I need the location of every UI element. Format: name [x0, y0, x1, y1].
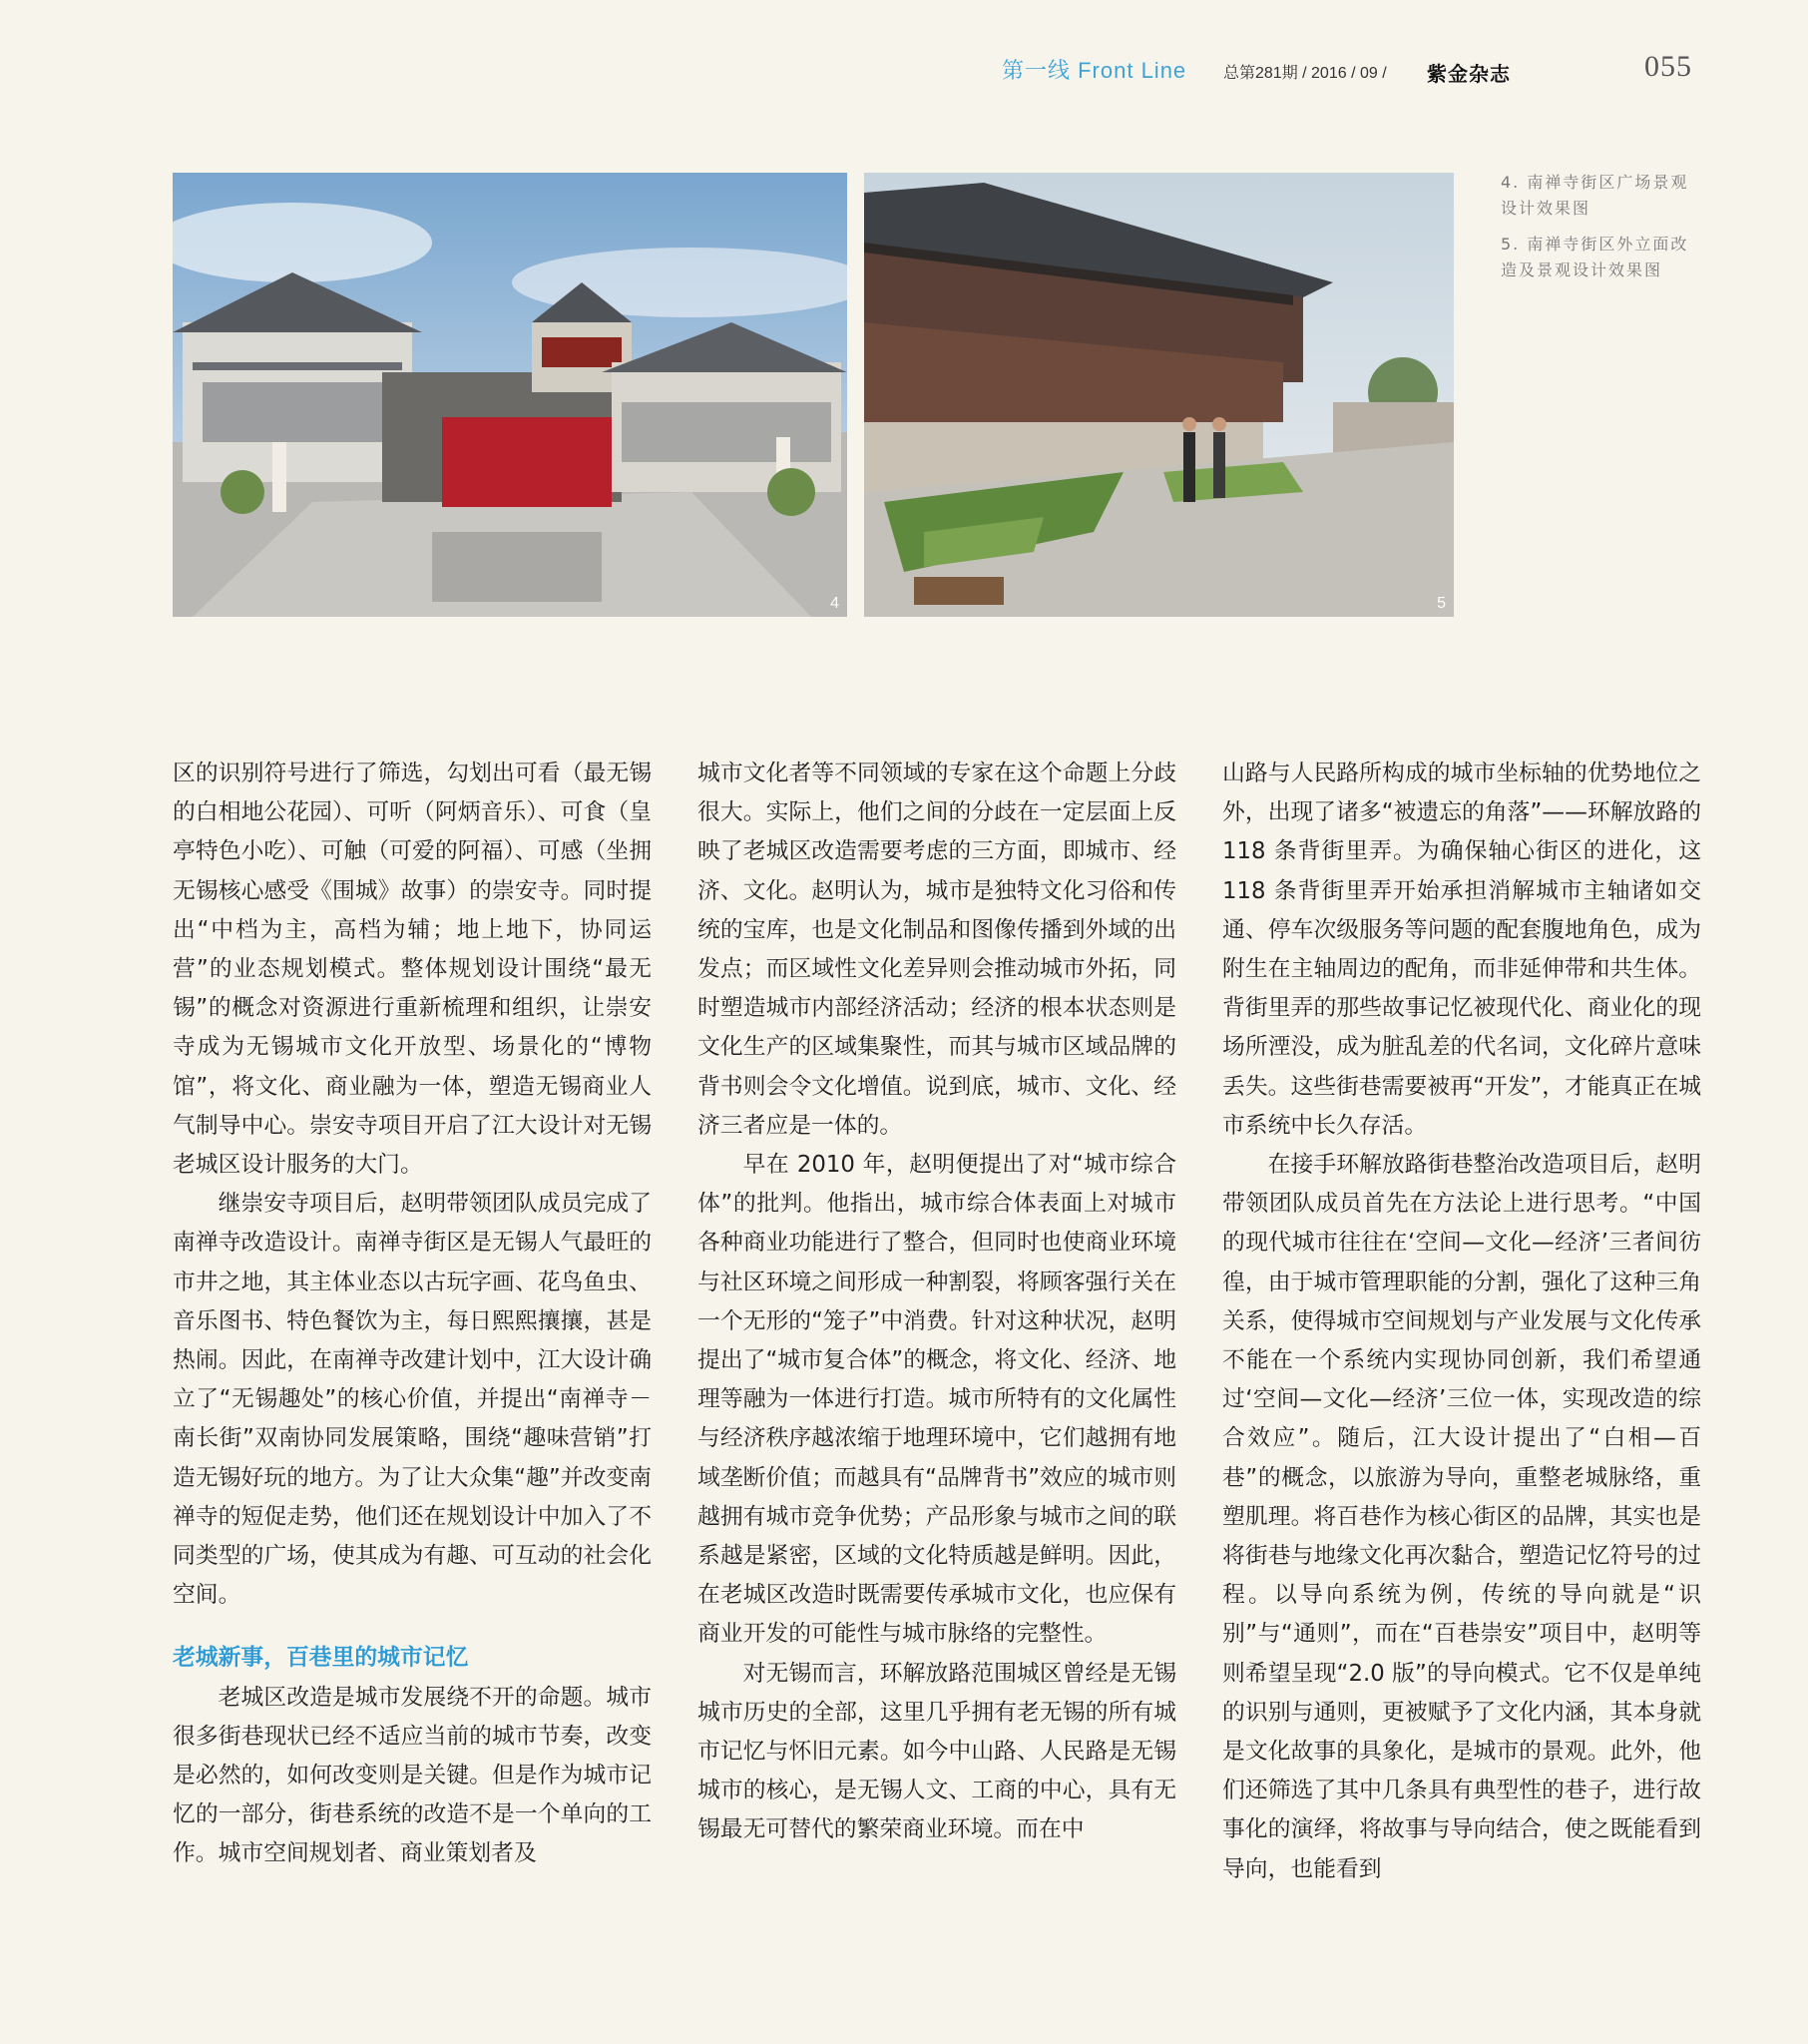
paragraph: 老城区改造是城市发展绕不开的命题。城市很多街巷现状已经不适应当前的城市节奏，改变是必然的，如何改变则是关键。但是作为城市记忆的一部分，街巷系统的改造不是一个单向的工作。城市空间规划者、商业策划者及	[173, 1684, 652, 1867]
magazine-logo: 紫金杂志	[1427, 62, 1511, 86]
section-label: 第一线 Front Line	[1002, 58, 1187, 83]
figure-4-number: 4	[830, 595, 839, 612]
figure-5-street-rendering	[864, 173, 1454, 617]
paragraph: 早在 2010 年，赵明便提出了对“城市综合体”的批判。他指出，城市综合体表面上对城市各种商业功能进行了整合，但同时也使商业环境与社区环境之间形成一种割裂，将顾客强行关在一个无形的“笼子”中消费。针对这种状况，赵明提出了“城市复合体”的概念，将文化、经济、地理等融为一体进行打造。城市所特有的文化属性与经济秩序越浓缩于地理环境中，它们越拥有地域垄断价值；而越具有“品牌背书”效应的城市则越拥有城市竞争优势；产品形象与城市之间的联系越是紧密，区域的文化特质越是鲜明。因此，在老城区改造时既需要传承城市文化，也应保有商业开发的可能性与城市脉络的完整性。	[697, 1152, 1176, 1648]
figure-captions	[1501, 170, 1700, 293]
paragraph: 继崇安寺项目后，赵明带领团队成员完成了南禅寺改造设计。南禅寺街区是无锡人气最旺的市井之地，其主体业态以古玩字画、花鸟鱼虫、音乐图书、特色餐饮为主，每日熙熙攘攘，甚是热闹。因此，在南禅寺改建计划中，江大设计确立了“无锡趣处”的核心价值，并提出“南禅寺－南长街”双南协同发展策略，围绕“趣味营销”打造无锡好玩的地方。为了让大众集“趣”并改变南禅寺的短促走势，他们还在规划设计中加入了不同类型的广场，使其成为有趣、可互动的社会化空间。	[173, 1191, 652, 1609]
page-header	[0, 50, 1808, 90]
page-number: 055	[1644, 50, 1692, 83]
figure-5-number: 5	[1437, 595, 1446, 612]
text-column-2	[697, 755, 1176, 1850]
paragraph: 对无锡而言，环解放路范围城区曾经是无锡城市历史的全部，这里几乎拥有老无锡的所有城市记忆与怀旧元素。如今中山路、人民路是无锡城市的核心，是无锡人文、工商的中心，具有无锡最无可替代的繁荣商业环境。而在中	[697, 1660, 1176, 1843]
figure-4-plaza-rendering	[173, 173, 847, 617]
text-column-3	[1222, 755, 1701, 1889]
paragraph: 在接手环解放路街巷整治改造项目后，赵明带领团队成员首先在方法论上进行思考。“中国的现代城市往往在‘空间—文化—经济’三者间彷徨，由于城市管理职能的分割，强化了这种三角关系，使得城市空间规划与产业发展与文化传承不能在一个系统内实现协同创新，我们希望通过‘空间—文化—经济’三位一体，实现改造的综合效应”。随后，江大设计提出了“白相—百巷”的概念，以旅游为导向，重整老城脉络，重塑肌理。将百巷作为核心街区的品牌，其实也是将街巷与地缘文化再次黏合，塑造记忆符号的过程。以导向系统为例，传统的导向就是“识别”与“通则”，而在“百巷崇安”项目中，赵明等则希望呈现“2.0 版”的导向模式。它不仅是单纯的识别与通则，更被赋予了文化内涵，其本身就是文化故事的具象化，是城市的景观。此外，他们还筛选了其中几条具有典型性的巷子，进行故事化的演绎，将故事与导向结合，使之既能看到导向，也能看到	[1222, 1152, 1701, 1882]
section-heading: 老城新事，百巷里的城市记忆	[173, 1645, 469, 1672]
text-column-1	[173, 755, 652, 1874]
street-rendering-image	[864, 173, 1454, 617]
plaza-rendering-image	[173, 173, 847, 617]
issue-info: 总第281期 / 2016 / 09 /	[1223, 65, 1387, 82]
figure-5-caption: 5. 南禅寺街区外立面改造及景观设计效果图	[1501, 235, 1689, 279]
paragraph: 区的识别符号进行了筛选，勾划出可看（最无锡的白相地公花园）、可听（阿炳音乐）、可食（皇亭特色小吃）、可触（可爱的阿福）、可感（坐拥无锡核心感受《围城》故事）的崇安寺。同时提出“中档为主，高档为辅；地上地下，协同运营”的业态规划模式。整体规划设计围绕“最无锡”的概念对资源进行重新梳理和组织，让崇安寺成为无锡城市文化开放型、场景化的“博物馆”，将文化、商业融为一体，塑造无锡商业人气制导中心。崇安寺项目开启了江大设计对无锡老城区设计服务的大门。	[173, 761, 652, 1179]
paragraph: 山路与人民路所构成的城市坐标轴的优势地位之外，出现了诸多“被遗忘的角落”——环解放路的 118 条背街里弄。为确保轴心街区的进化，这 118 条背街里弄开始承担消解城市主轴诸如交通、停车次级服务等问题的配套腹地角色，成为附生在主轴周边的配角，而非延伸带和共生体。背街里弄的那些故事记忆被现代化、商业化的现场所湮没，成为脏乱差的代名词，文化碎片意味丢失。这些街巷需要被再“开发”，才能真正在城市系统中长久存活。	[1222, 761, 1701, 1139]
paragraph: 城市文化者等不同领域的专家在这个命题上分歧很大。实际上，他们之间的分歧在一定层面上反映了老城区改造需要考虑的三方面，即城市、经济、文化。赵明认为，城市是独特文化习俗和传统的宝库，也是文化制品和图像传播到外域的出发点；而区域性文化差异则会推动城市外拓，同时塑造城市内部经济活动；经济的根本状态则是文化生产的区域集聚性，而其与城市区域品牌的背书则会令文化增值。说到底，城市、文化、经济三者应是一体的。	[697, 761, 1176, 1139]
figure-4-caption: 4. 南禅寺街区广场景观设计效果图	[1501, 173, 1689, 218]
